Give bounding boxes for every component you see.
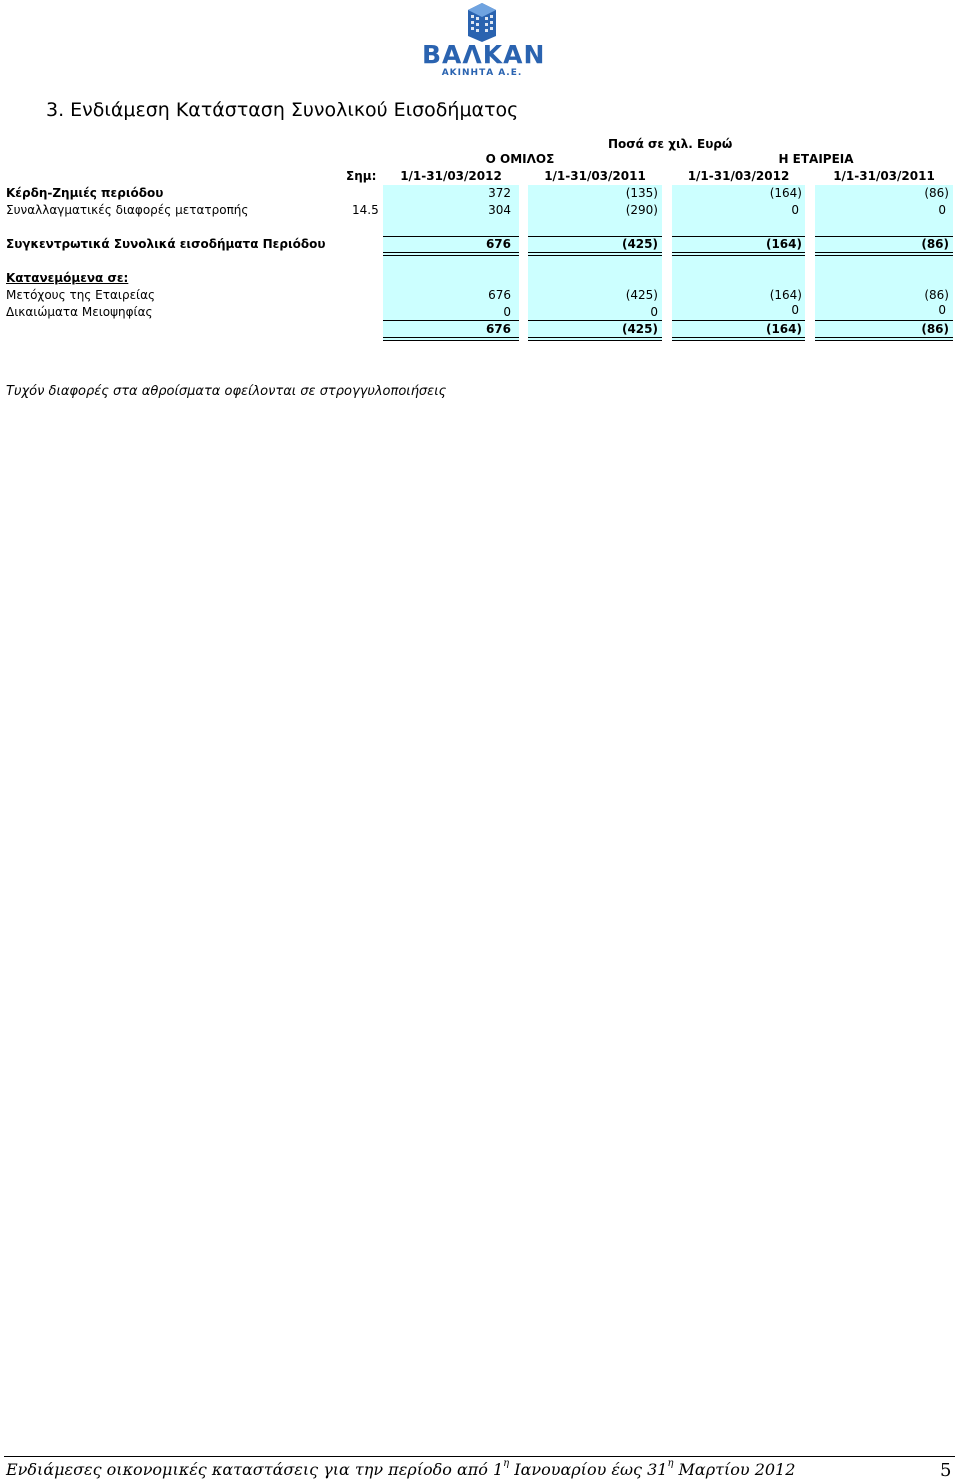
period-header: 1/1-31/03/2011 [833,169,935,183]
section-title: 3. Ενδιάμεση Κατάσταση Συνολικού Εισοδήματος [46,99,519,121]
period-header: 1/1-31/03/2012 [400,169,502,183]
cell-value: (86) [924,186,949,200]
logo-subtitle: ΑΚΙΝΗΤΑ Α.Ε. [441,68,523,78]
page-number: 5 [940,1460,952,1481]
double-underline [528,252,662,256]
allocated-label: Κατανεμόμενα σε: [6,271,129,285]
double-underline [672,252,805,256]
cell-value: 372 [488,186,511,200]
cell-value: (164) [769,186,802,200]
cell-value: 0 [938,303,946,317]
double-underline [815,337,953,341]
footer-part: Ενδιάμεσες οικονομικές καταστάσεις για την περίοδο από 1 [6,1460,504,1479]
cell-value: (290) [625,203,658,217]
footer-superscript: η [667,1458,674,1469]
note-column-header: Σημ: [346,169,377,183]
group-header: Ο ΟΜΙΛΟΣ [485,152,555,166]
cell-value: 304 [488,203,511,217]
period-header: 1/1-31/03/2012 [687,169,790,183]
cell-value: (135) [625,186,658,200]
period-header: 1/1-31/03/2011 [544,169,646,183]
cell-value: (86) [921,237,949,251]
cell-value: 0 [503,305,511,319]
row-label-minority: Δικαιώματα Μειοψηφίας [6,305,153,319]
cell-value: 676 [485,322,511,336]
double-underline [383,337,519,341]
footer-part: Μαρτίου 2012 [673,1460,796,1479]
footer-divider [4,1456,955,1457]
amounts-unit-label: Ποσά σε χιλ. Ευρώ [608,137,733,151]
logo-wordmark: ΒΑΛΚΑΝ [422,40,546,69]
cell-value: 0 [650,305,658,319]
cell-value: (164) [765,237,802,251]
row-label-owners: Μετόχους της Εταιρείας [6,288,156,302]
cell-value: (425) [621,237,658,251]
cell-value: 676 [488,288,511,302]
cell-value: 0 [791,303,799,317]
cell-value: (425) [621,322,658,336]
cell-value: (164) [769,288,802,302]
cell-value: 0 [938,203,946,217]
company-logo [422,2,546,80]
note-reference: 14.5 [352,203,379,217]
cell-value: (86) [924,288,949,302]
footer-part: Ιανουαρίου έως 31 [509,1460,668,1479]
cell-value: 0 [791,203,799,217]
cell-value: (164) [765,322,802,336]
double-underline [528,337,662,341]
building-logo-icon [422,2,542,42]
double-underline [815,252,953,256]
cell-value: (86) [921,322,949,336]
double-underline [672,337,805,341]
row-label-profit: Κέρδη-Ζημιές περιόδου [6,186,164,200]
underline [528,320,662,321]
company-header: Η ΕΤΑΙΡΕΙΑ [778,152,854,166]
footer-superscript: η [503,1458,510,1469]
double-underline [383,252,519,256]
row-label-total: Συγκεντρωτικά Συνολικά εισοδήματα Περιόδου [6,237,326,251]
cell-value: (425) [625,288,658,302]
cell-value: 676 [485,237,511,251]
footer-text [6,1460,795,1479]
row-label-fx: Συναλλαγματικές διαφορές μετατροπής [6,203,249,217]
underline [383,320,519,321]
underline [672,320,805,321]
rounding-note: Τυχόν διαφορές στα αθροίσματα οφείλονται σε στρογγυλοποιήσεις [6,384,447,399]
underline [815,320,953,321]
